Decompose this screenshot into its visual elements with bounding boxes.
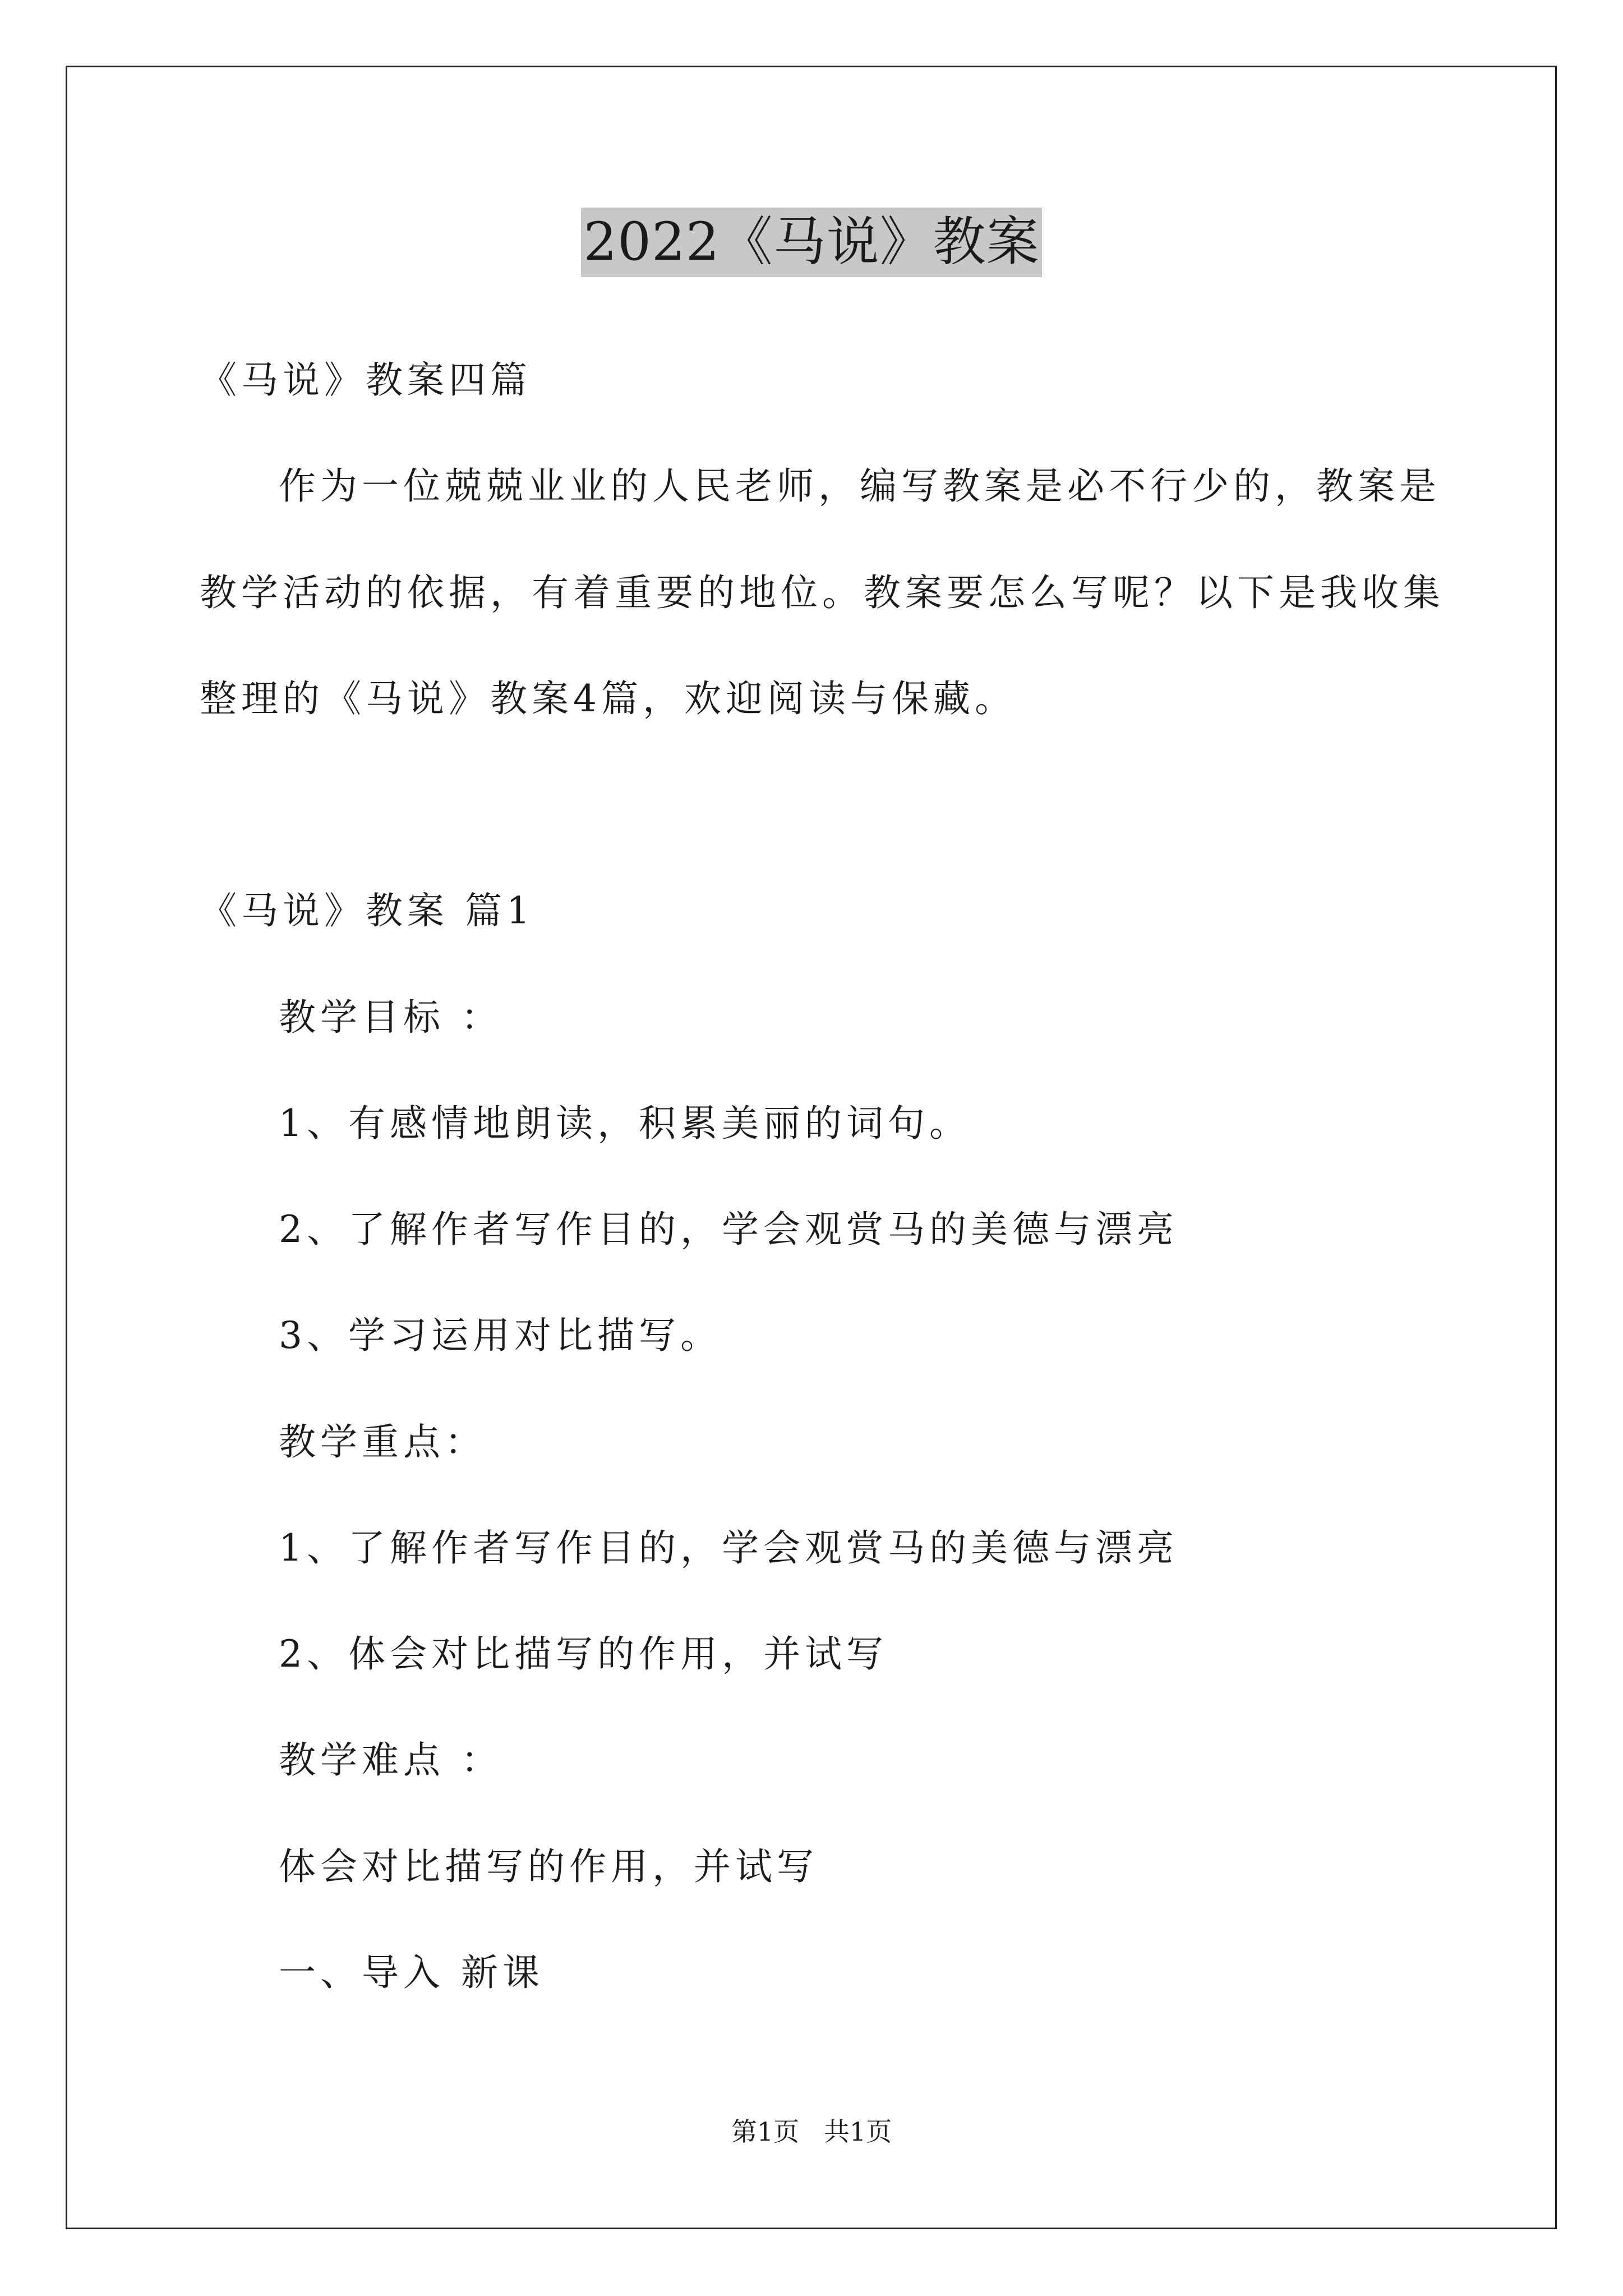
- page-footer: 第1页 共1页: [731, 2116, 892, 2147]
- section-heading: 《马说》教案 篇1: [200, 889, 534, 932]
- body-line: 3、学习运用对比描写。: [279, 1314, 722, 1357]
- body-line: 2、了解作者写作目的，学会观赏马的美德与漂亮: [279, 1208, 1178, 1251]
- document-title: [0, 208, 1623, 277]
- intro-line-3: 整理的《马说》教案4篇，欢迎阅读与保藏。: [200, 677, 1016, 720]
- document-title-text: 2022《马说》教案: [581, 208, 1041, 277]
- body-line: 2、体会对比描写的作用，并试写: [279, 1632, 888, 1676]
- intro-line-2: 教学活动的依据，有着重要的地位。教案要怎么写呢？以下是我收集: [200, 571, 1445, 614]
- body-line: 体会对比描写的作用，并试写: [279, 1845, 818, 1888]
- document-subtitle: 《马说》教案四篇: [200, 358, 532, 402]
- body-line: 1、了解作者写作目的，学会观赏马的美德与漂亮: [279, 1526, 1178, 1570]
- body-line: 1、有感情地朗读，积累美丽的词句。: [279, 1102, 971, 1145]
- body-line: 教学难点 ：: [279, 1738, 502, 1782]
- intro-line-1: 作为一位兢兢业业的人民老师，编写教案是必不行少的，教案是: [279, 464, 1441, 508]
- body-line: 一、导入 新课: [279, 1951, 544, 1994]
- body-line: 教学目标 ：: [279, 996, 502, 1039]
- body-line: 教学重点：: [279, 1420, 486, 1464]
